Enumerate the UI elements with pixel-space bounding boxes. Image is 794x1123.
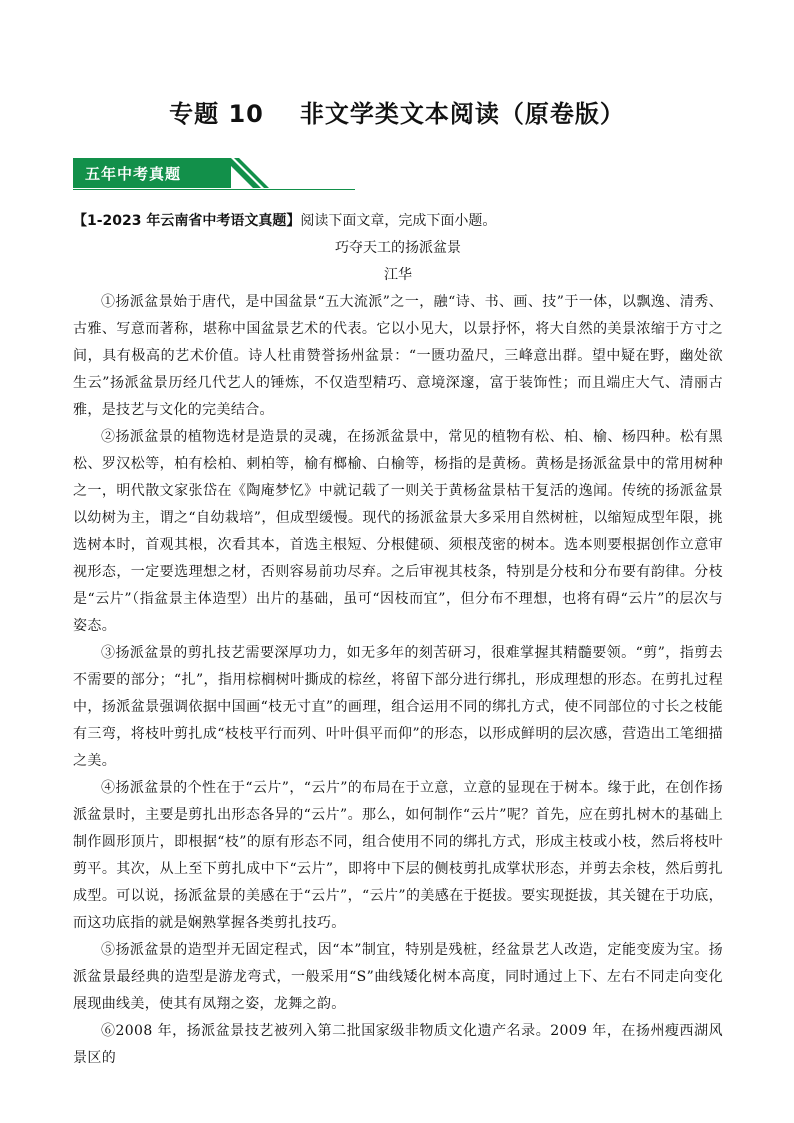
article-paragraph-3: ③扬派盆景的剪扎技艺需要深厚功力，如无多年的刻苦研习，很难掌握其精髓要领。“剪”，指剪去不需要的部分；“扎”，指用棕榈树叶撕成的棕丝，将留下部分进行绑扎，形成理想的形态。在剪扎过程中，扬派盆景强调依据中国画“枝无寸直”的画理，组合运用不同的绑扎方式，使不同部位的寸长之枝能有三弯，将枝叶剪扎成“枝枝平行而列、叶叶俱平而仰”的形态，以形成鲜明的层次感，营造出工笔细描之美。 — [73, 645, 723, 769]
question-source-tag: 【1-2023 年云南省中考语文真题】 — [73, 213, 301, 229]
section-divider — [73, 189, 355, 190]
article-author: 江华 — [384, 267, 412, 283]
article-paragraph-4: ④扬派盆景的个性在于“云片”，“云片”的布局在于立意，立意的显现在于树本。缘于此，在创作扬派盆景时，主要是剪扎出形态各异的“云片”。那么，如何制作“云片”呢？首先，应在剪扎树木的基础上制作圆形顶片，即根据“枝”的原有形态不同，组合使用不同的绑扎方式，形成主枝或小枝，然后将枝叶剪平。其次，从上至下剪扎成中下“云片”，即将中下层的侧枝剪扎成掌状形态，并剪去余枝，然后剪扎成型。可以说，扬派盆景的美感在于“云片”，“云片”的美感在于挺拔。要实现挺拔，其关键在于功底，而这功底指的就是娴熟掌握各类剪扎技巧。 — [73, 780, 723, 931]
article-paragraph-1: ①扬派盆景始于唐代，是中国盆景“五大流派”之一，融“诗、书、画、技”于一体，以飘逸、清秀、古雅、写意而著称，堪称中国盆景艺术的代表。它以小见大，以景抒怀，将大自然的美景浓缩于方寸之间，具有极高的艺术价值。诗人杜甫赞誉扬州盆景：“一匮功盈尺，三峰意出群。望中疑在野，幽处欲生云”扬派盆景历经几代艺人的锤炼，不仅造型精巧、意境深邃，富于装饰性；而且端庄大气、清丽古雅，是技艺与文化的完美结合。 — [73, 294, 723, 418]
article-paragraph-5: ⑤扬派盆景的造型并无固定程式，因“本”制宜，特别是残桩，经盆景艺人改造，定能变废为宝。扬派盆景最经典的造型是游龙弯式，一般采用“S”曲线矮化树本高度，同时通过上下、左右不同走向变化展现曲线美，使其有凤翔之姿，龙舞之韵。 — [73, 942, 723, 1012]
title-topic-name: 非文学类文本阅读（原卷版） — [299, 100, 625, 128]
article-paragraph-6: ⑥2008 年，扬派盆景技艺被列入第二批国家级非物质文化遗产名录。2009 年，在扬州瘦西湖风景区的 — [73, 1023, 723, 1066]
section-banner-label: 五年中考真题 — [85, 165, 182, 183]
page-title — [0, 94, 794, 129]
article-title: 巧夺天工的扬派盆景 — [335, 240, 461, 256]
article-paragraph-2: ②扬派盆景的植物选材是造景的灵魂，在扬派盆景中，常见的植物有松、柏、榆、杨四种。松有黑松、罗汉松等，柏有桧柏、刺柏等，榆有榔榆、白榆等，杨指的是黄杨。黄杨是扬派盆景中的常用树种之一，明代散文家张岱在《陶庵梦忆》中就记载了一则关于黄杨盆景枯干复活的逸闻。传统的扬派盆景以幼树为主，谓之“自幼栽培”，但成型缓慢。现代的扬派盆景大多采用自然树桩，以缩短成型年限，挑选树本时，首观其根，次看其本，首选主根短、分根健硕、须根茂密的树本。选本则要根据创作立意审视形态，一定要选理想之材，否则容易前功尽弃。之后审视其枝条，特别是分枝和分布要有韵律。分枝是“云片”（指盆景主体造型）出片的基础，虽可“因枝而宜”，但分布不理想，也将有碍“云片”的层次与姿态。 — [73, 429, 723, 634]
section-banner — [73, 158, 355, 192]
question-content — [73, 208, 723, 1072]
title-topic-number: 专题 10 — [169, 100, 264, 128]
question-intro — [73, 208, 723, 235]
question-instruction: 阅读下面文章，完成下面小题。 — [300, 213, 497, 229]
